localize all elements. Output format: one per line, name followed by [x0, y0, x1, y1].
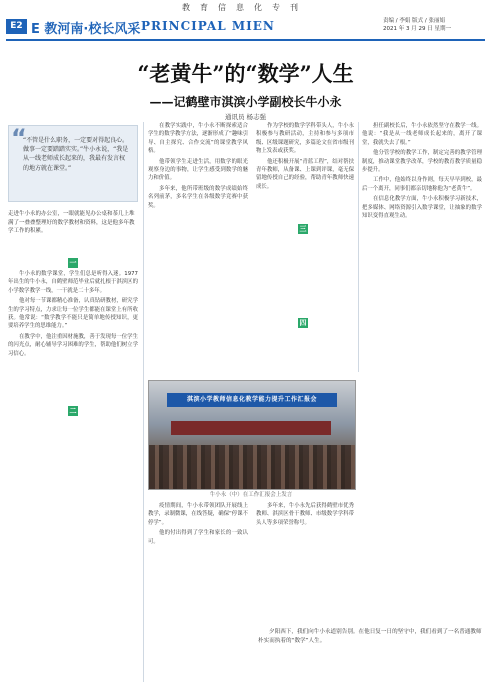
- photo-banner: 淇滨小学教师信息化教学能力提升工作汇报会: [167, 393, 337, 407]
- paragraph: 他还积极开展“青蓝工程”，结对帮扶青年教师，从备课、上课到评课，毫无保留地传授自己的经验，帮助青年教师快速成长。: [256, 158, 354, 190]
- photo-caption: 牛小永（中）在工作汇报会上发言: [209, 492, 293, 498]
- pull-quote: [8, 125, 138, 202]
- paragraph: 他带领学生走进生活，用数学的眼光观察身边的事物，让学生感受到数学的魅力和价值。: [148, 158, 248, 182]
- section-en: PRINCIPAL MIEN: [141, 19, 275, 33]
- column-e: [148, 502, 248, 548]
- article-title: “老黄牛”的“数学”人生: [137, 61, 354, 86]
- event-photo: [148, 380, 356, 490]
- issue-meta: [383, 17, 483, 33]
- paragraph: 多年来，牛小永先后获得鹤壁市优秀教师、淇滨区骨干教师、市级数学学科带头人等多项荣誉称号。: [256, 503, 354, 526]
- meta-line: 2021 年 3 月 29 日 星期一: [383, 26, 451, 32]
- article-subtitle: ——记鹤壁市淇滨小学副校长牛小永: [149, 95, 342, 109]
- masthead: [6, 17, 485, 41]
- paragraph: 在教学实践中，牛小永不断探索适合学生的数学教学方法，逐渐形成了“趣味引导、自主探究、合作交流”的课堂教学风格。: [148, 123, 248, 155]
- paragraph: 在教学中，他注重因材施教，善于发现每一位学生的闪光点，耐心辅导学习困难的学生，帮助他们树立学习信心。: [8, 333, 138, 357]
- paragraph: 作为学校的数学学科带头人，牛小永积极参与教研活动，主持和参与多项市级、区级课题研究，多篇论文在省市级刊物上发表或获奖。: [256, 123, 354, 155]
- column-c: [256, 122, 354, 193]
- masthead-strip: [0, 0, 491, 17]
- paragraph: 在信息化教学方面，牛小永积极学习新技术，把多媒体、网络资源引入数学课堂，让抽象的数学知识变得直观生动。: [362, 196, 482, 220]
- paragraph: 他分管学校的教学工作，制定完善的教学管理制度，推动课堂教学改革，学校的教育教学质量稳步提升。: [362, 150, 482, 174]
- photo-audience: [149, 445, 355, 489]
- section-name: E 教河南·校长风采: [31, 22, 141, 37]
- paragraph: 他对每一节课都精心准备，认真钻研教材，研究学生的学习特点，力求让每一位学生都能在课堂上有所收获。他常说：“数学教学不能只是简单地传授知识，更要培养学生的思维能力。”: [8, 298, 138, 330]
- paragraph: 担任副校长后，牛小永依然坚守在教学一线。他说：“我是从一线老师成长起来的，离开了课堂，我就失去了根。”: [362, 123, 482, 146]
- section-number-2: 二: [69, 407, 77, 415]
- section-number-3: 三: [299, 225, 307, 233]
- quote-mark-icon: “: [11, 124, 27, 152]
- column-divider: [358, 122, 359, 372]
- paragraph: 多年来，他所带班级的数学成绩始终名列前茅，多名学生在各级数学竞赛中获奖。: [148, 185, 248, 209]
- pull-quote-text: “不管是什么职务，一定要对得起良心。做事一定要踏踏实实。”牛小永说，“我是从一线老师成长起来的，我最有发言权的地方就在课堂。”: [23, 137, 129, 172]
- photo-table: [171, 421, 331, 435]
- paragraph: 牛小永的数学课堂，学生们总是听得入迷。1977年出生的牛小永，自鹤壁师范毕业后就扎根于淇滨区的小学数学教学一线，一干就是二十多年。: [8, 271, 138, 294]
- column-b: [148, 122, 248, 212]
- column-divider: [143, 122, 144, 682]
- intro-paragraph: 走进牛小永的办公室，一眼就能见办公桌和茶几上堆满了一叠叠整理好的数学教材和资料，这是他多年教学工作的积累。: [8, 211, 135, 235]
- section-number-4: 四: [299, 319, 307, 327]
- closing-paragraph: 夕阳西下，我们向牛小永道别告别。在他日复一日的坚守中，我们看到了一名普通教师朴实而执着的“数学”人生。: [258, 629, 482, 644]
- section-number-1: 一: [69, 259, 77, 267]
- paragraph: 工作中，他始终以身作则，每天早早到校，最后一个离开，同事们都亲切地称他为“老黄牛”。: [362, 177, 482, 192]
- column-d: [362, 122, 482, 222]
- article-byline: 通讯员 杨志强: [224, 113, 267, 121]
- paragraph: 他的付出得到了学生和家长的一致认可。: [148, 530, 248, 545]
- paragraph: 疫情期间，牛小永带领团队开展线上教学，录制微课，在线答疑，确保“停课不停学”。: [148, 503, 248, 526]
- column-a: [8, 270, 138, 360]
- page-label: E2: [6, 19, 27, 34]
- masthead-strip-text: 教育信息化专刊: [182, 3, 308, 12]
- meta-line: 责编 / 李娟 版式 / 张丽娟: [383, 18, 445, 24]
- column-f: [256, 502, 354, 529]
